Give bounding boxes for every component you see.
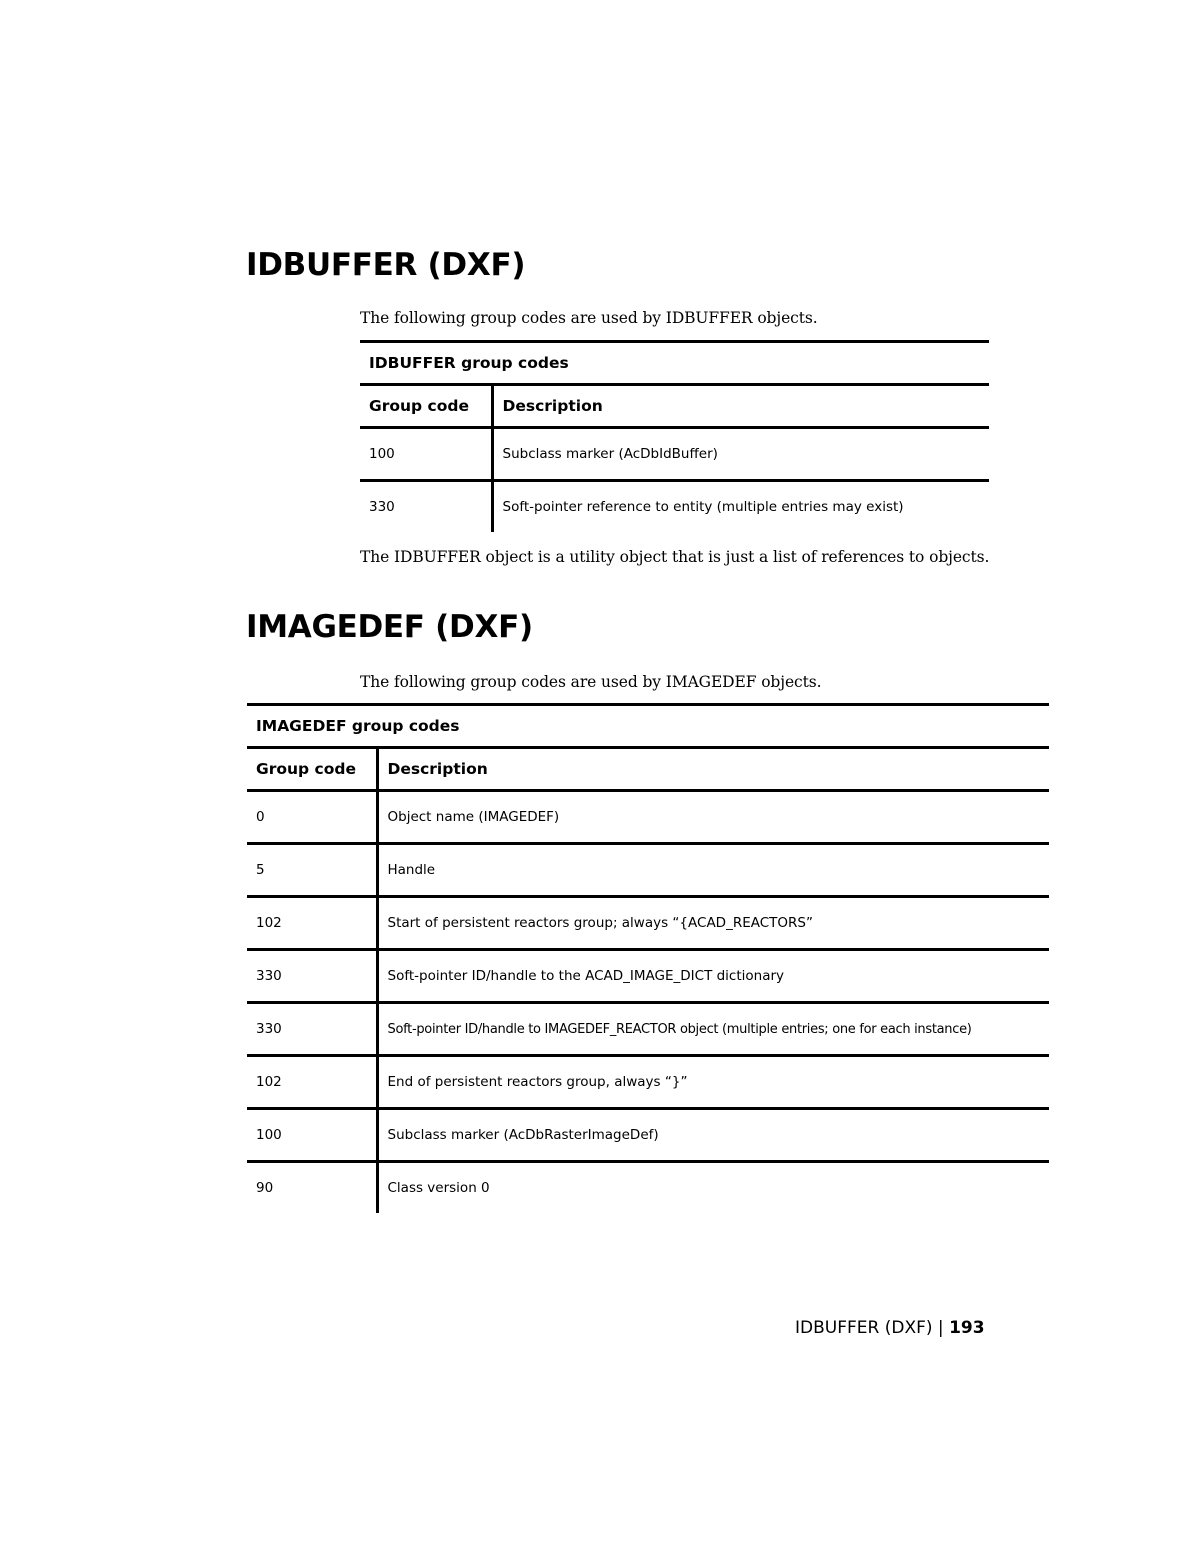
table-caption: IDBUFFER group codes bbox=[360, 342, 989, 385]
description-cell: Start of persistent reactors group; always “{ACAD_REACTORS” bbox=[377, 897, 1049, 950]
imagedef-group-codes-table bbox=[247, 703, 1049, 1213]
column-header-group-code: Group code bbox=[247, 748, 377, 791]
table-row bbox=[247, 897, 1049, 950]
group-code-cell: 330 bbox=[360, 481, 492, 533]
description-cell: Class version 0 bbox=[377, 1162, 1049, 1214]
table-header-row bbox=[360, 385, 989, 428]
page-footer bbox=[795, 1318, 985, 1338]
table-row bbox=[247, 1056, 1049, 1109]
idbuffer-group-codes-table bbox=[360, 340, 989, 532]
column-header-description: Description bbox=[377, 748, 1049, 791]
running-head: IDBUFFER (DXF) bbox=[795, 1318, 933, 1338]
description-cell: Soft-pointer ID/handle to the ACAD_IMAGE_DICT dictionary bbox=[377, 950, 1049, 1003]
description-cell: Subclass marker (AcDbRasterImageDef) bbox=[377, 1109, 1049, 1162]
table-caption-row bbox=[360, 342, 989, 385]
description-cell: Soft-pointer ID/handle to IMAGEDEF_REACTOR object (multiple entries; one for each instance) bbox=[377, 1003, 1049, 1056]
table-caption: IMAGEDEF group codes bbox=[247, 705, 1049, 748]
section-title-imagedef: IMAGEDEF (DXF) bbox=[246, 609, 533, 645]
table-row bbox=[247, 950, 1049, 1003]
table-row bbox=[247, 844, 1049, 897]
table-caption-row bbox=[247, 705, 1049, 748]
description-cell: Object name (IMAGEDEF) bbox=[377, 791, 1049, 844]
group-code-cell: 102 bbox=[247, 1056, 377, 1109]
table-row bbox=[360, 481, 989, 533]
description-cell: End of persistent reactors group, always “}” bbox=[377, 1056, 1049, 1109]
group-code-cell: 0 bbox=[247, 791, 377, 844]
table-header-row bbox=[247, 748, 1049, 791]
table-row bbox=[247, 1109, 1049, 1162]
group-code-cell: 330 bbox=[247, 950, 377, 1003]
group-code-cell: 102 bbox=[247, 897, 377, 950]
idbuffer-outro: The IDBUFFER object is a utility object that is just a list of references to objects. bbox=[360, 548, 990, 566]
imagedef-intro: The following group codes are used by IMAGEDEF objects. bbox=[360, 673, 822, 691]
group-code-cell: 5 bbox=[247, 844, 377, 897]
group-code-cell: 100 bbox=[247, 1109, 377, 1162]
idbuffer-intro: The following group codes are used by IDBUFFER objects. bbox=[360, 309, 818, 327]
group-code-cell: 90 bbox=[247, 1162, 377, 1214]
group-code-cell: 100 bbox=[360, 428, 492, 481]
description-cell: Soft-pointer reference to entity (multiple entries may exist) bbox=[492, 481, 989, 533]
table-row bbox=[247, 791, 1049, 844]
description-cell: Subclass marker (AcDbIdBuffer) bbox=[492, 428, 989, 481]
section-title-idbuffer: IDBUFFER (DXF) bbox=[246, 247, 526, 283]
footer-separator: | bbox=[937, 1318, 944, 1338]
page-number: 193 bbox=[949, 1318, 985, 1338]
description-cell: Handle bbox=[377, 844, 1049, 897]
table-row bbox=[247, 1003, 1049, 1056]
column-header-group-code: Group code bbox=[360, 385, 492, 428]
table-row bbox=[360, 428, 989, 481]
table-row bbox=[247, 1162, 1049, 1214]
column-header-description: Description bbox=[492, 385, 989, 428]
group-code-cell: 330 bbox=[247, 1003, 377, 1056]
